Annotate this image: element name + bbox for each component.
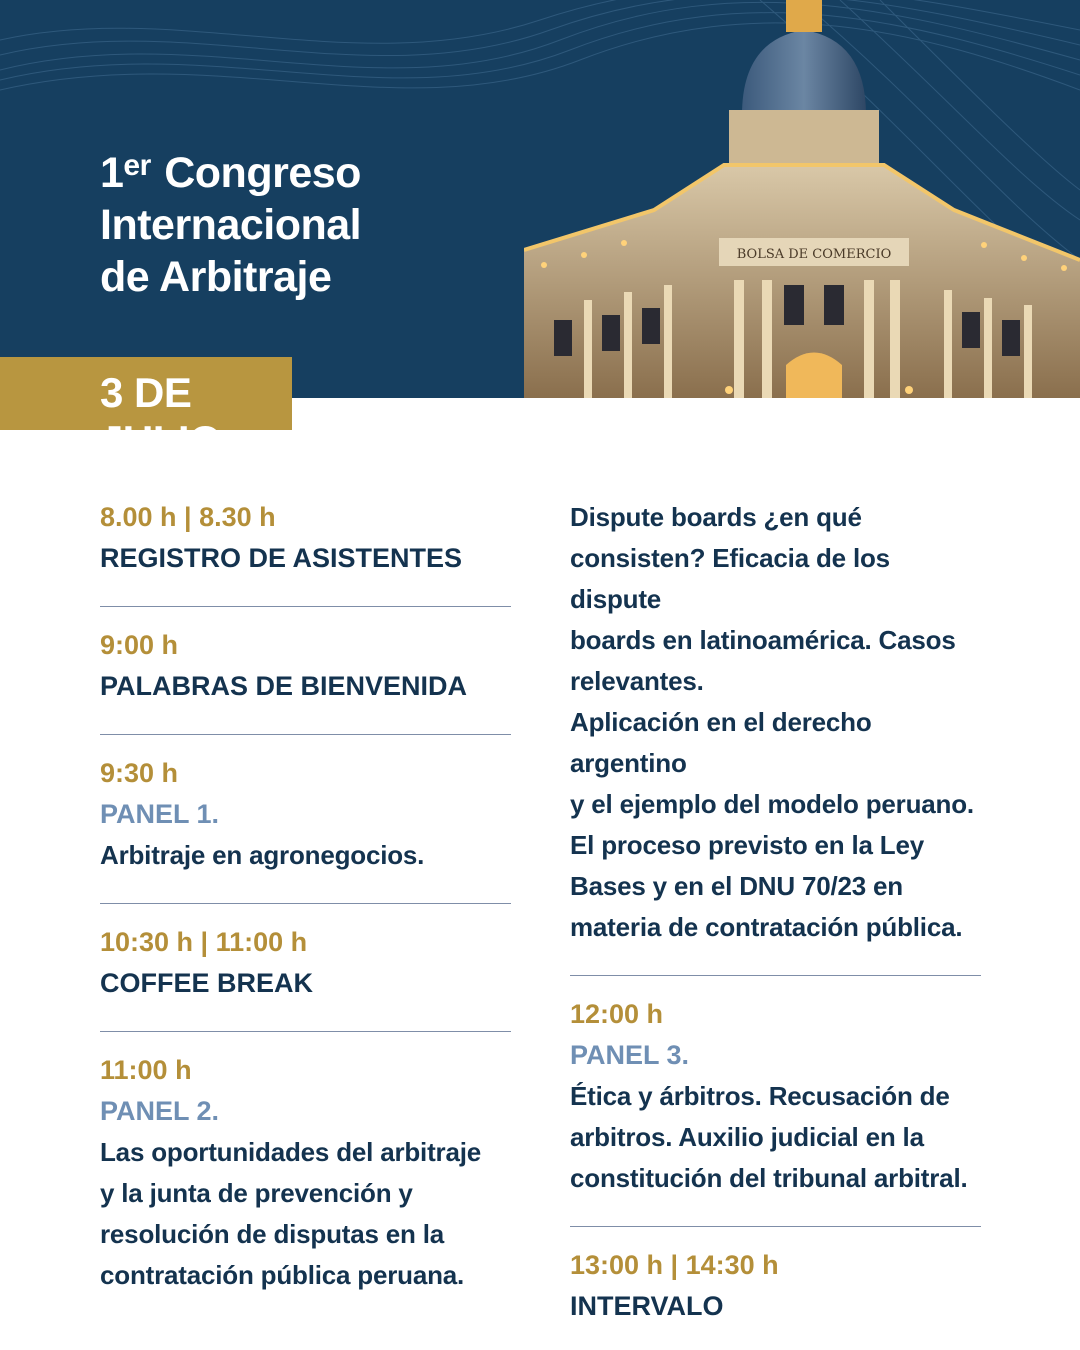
congress-title <box>100 140 361 303</box>
item-description-line: Dispute boards ¿en qué <box>570 502 862 532</box>
item-description-line: Las oportunidades del arbitraje <box>100 1137 481 1167</box>
item-description-line: Ética y árbitros. Recusación de <box>570 1081 950 1111</box>
item-description-line: y la junta de prevención y <box>100 1178 413 1208</box>
schedule-right-column <box>570 497 981 1350</box>
divider <box>100 903 511 904</box>
schedule-item-panel-2 <box>100 1050 511 1296</box>
item-panel: PANEL 1. <box>100 799 220 829</box>
item-time: 10:30 h | 11:00 h <box>100 927 308 957</box>
divider <box>100 606 511 607</box>
divider <box>100 1031 511 1032</box>
item-label: INTERVALO <box>570 1291 724 1321</box>
item-time: 8.00 h | 8.30 h <box>100 502 276 532</box>
schedule-item-coffee-break <box>100 922 511 1004</box>
item-description-line: boards en latinoamérica. Casos <box>570 625 956 655</box>
header-banner <box>0 0 1080 398</box>
building-sign-text: BOLSA DE COMERCIO <box>736 247 892 262</box>
divider <box>100 734 511 735</box>
item-label: COFFEE BREAK <box>100 968 314 998</box>
item-panel: PANEL 3. <box>570 1040 690 1070</box>
title-word-congreso: Congreso <box>152 149 361 197</box>
bolsa-de-comercio-building-image <box>524 0 1080 398</box>
item-time: 9:00 h <box>100 630 179 660</box>
item-description-line: y el ejemplo del modelo peruano. <box>570 789 974 819</box>
schedule-item-panel-1 <box>100 753 511 876</box>
divider <box>570 1226 981 1227</box>
divider <box>570 975 981 976</box>
schedule-item-registro <box>100 497 511 579</box>
item-description-line: El proceso previsto en la Ley <box>570 830 924 860</box>
schedule-item-panel-3 <box>570 994 981 1199</box>
schedule-left-column <box>100 497 511 1296</box>
schedule-item-panel-2-continued <box>570 497 981 948</box>
item-time: 12:00 h <box>570 999 664 1029</box>
title-line-3: de Arbitraje <box>100 253 332 301</box>
item-description-line: materia de contratación pública. <box>570 912 963 942</box>
item-time: 13:00 h | 14:30 h <box>570 1250 779 1280</box>
item-description-line: Aplicación en el derecho argentino <box>570 707 872 778</box>
item-description-line: consisten? Eficacia de los dispute <box>570 543 890 614</box>
item-description-line: relevantes. <box>570 666 704 696</box>
item-description-line: constitución del tribunal arbitral. <box>570 1163 968 1193</box>
event-date: 3 DE JULIO <box>100 369 222 464</box>
item-description: Arbitraje en agronegocios. <box>100 840 425 870</box>
item-label: REGISTRO DE ASISTENTES <box>100 543 463 573</box>
item-time: 11:00 h <box>100 1055 192 1085</box>
item-panel: PANEL 2. <box>100 1096 220 1126</box>
item-description-line: Bases y en el DNU 70/23 en <box>570 871 903 901</box>
schedule-item-bienvenida <box>100 625 511 707</box>
date-band <box>0 357 292 464</box>
item-description-line: resolución de disputas en la <box>100 1219 445 1249</box>
item-label: PALABRAS DE BIENVENIDA <box>100 671 468 701</box>
title-ordinal: er <box>123 149 151 182</box>
item-description-line: arbitros. Auxilio judicial en la <box>570 1122 924 1152</box>
item-time: 9:30 h <box>100 758 179 788</box>
title-number: 1 <box>100 149 124 197</box>
item-description-line: contratación pública peruana. <box>100 1260 465 1290</box>
schedule-item-intervalo <box>570 1245 981 1327</box>
title-line-2: Internacional <box>100 201 362 249</box>
